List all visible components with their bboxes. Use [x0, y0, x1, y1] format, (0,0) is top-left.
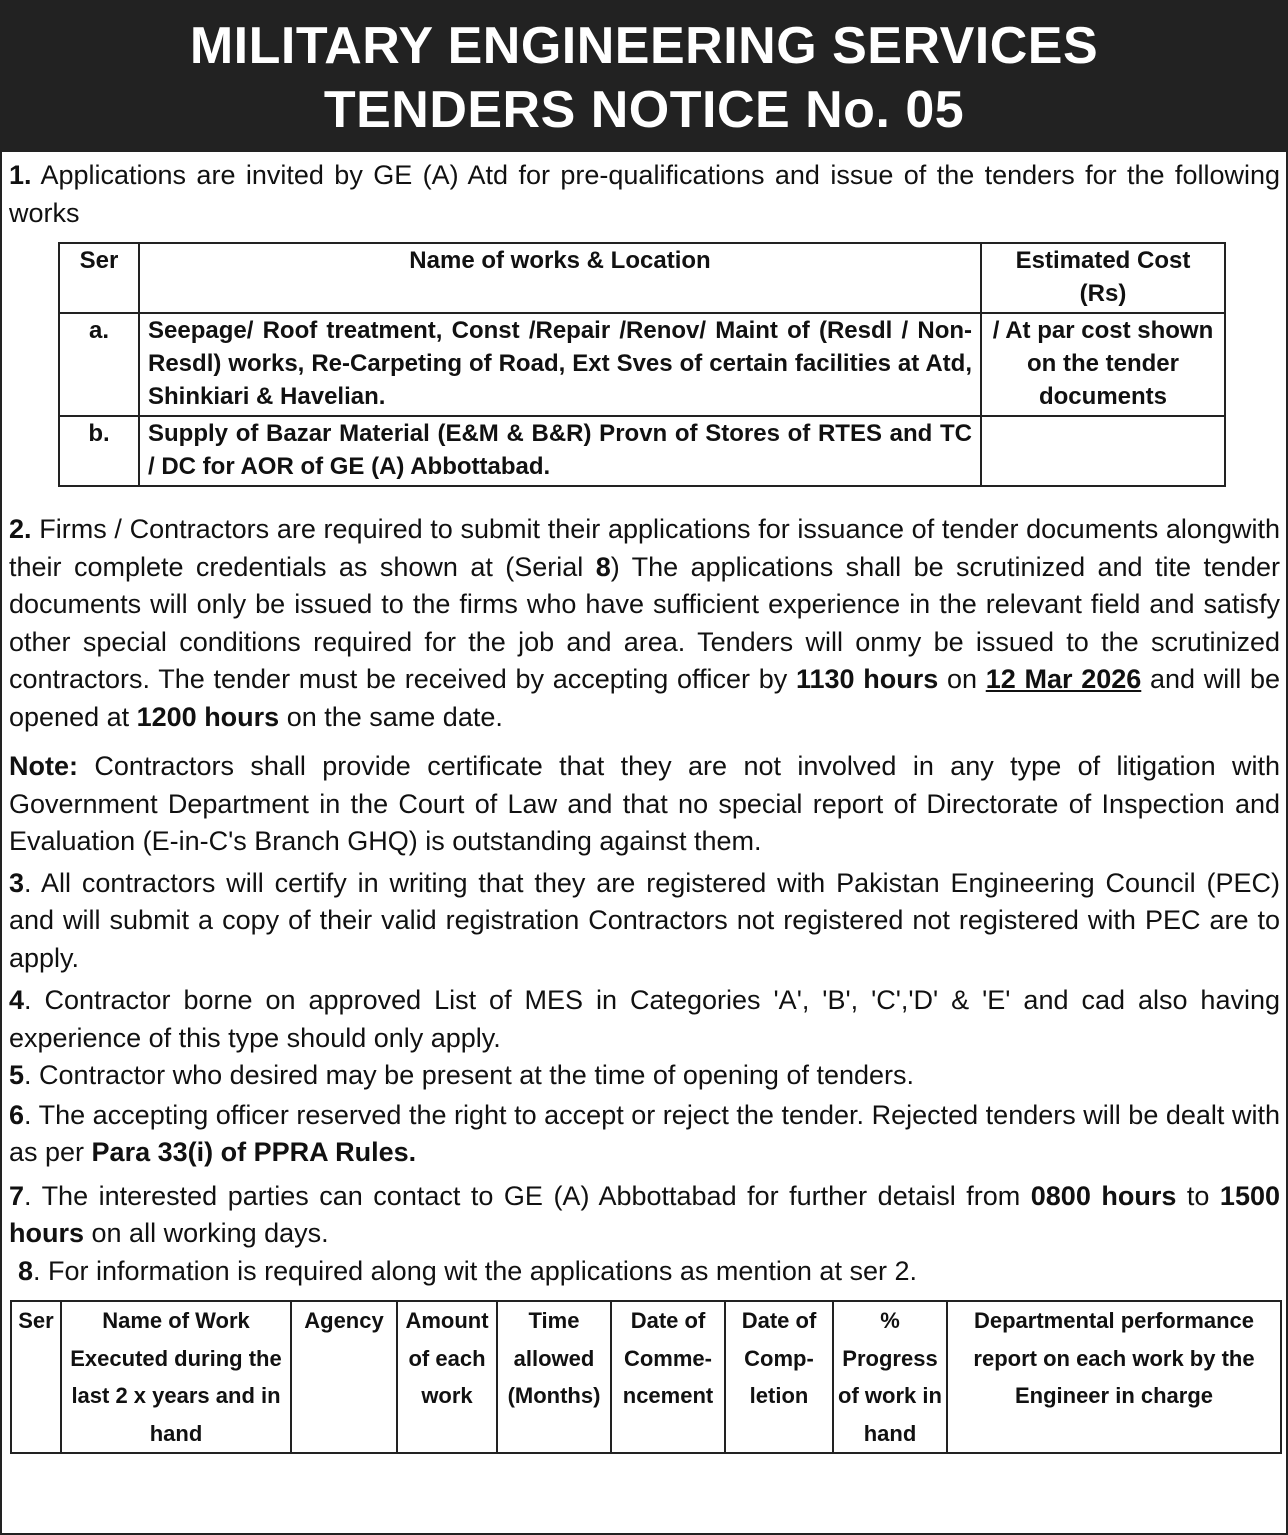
header-time-allowed: Time allowed (Months): [497, 1301, 611, 1453]
header-ser: Ser: [11, 1301, 61, 1453]
paragraph-8: 8. For information is required along wit the applications as mention at ser 2.: [18, 1255, 917, 1286]
row-cost: [981, 416, 1225, 486]
table-header-row: [11, 1301, 1281, 1453]
header-agency: Agency: [291, 1301, 397, 1453]
paragraph-4: 4. Contractor borne on approved List of MES in Categories 'A', 'B', 'C','D' & 'E' and cad also having experience of this type should only apply.: [9, 985, 1280, 1053]
header-name-of-works: Name of works & Location: [139, 243, 981, 313]
header-amount: Amount of each work: [397, 1301, 497, 1453]
ppra-reference: Para 33(i) of PPRA Rules.: [91, 1137, 417, 1167]
table-row: [59, 313, 1225, 416]
table-header-row: [59, 243, 1225, 313]
paragraph-5: 5. Contractor who desired may be present at the time of opening of tenders.: [9, 1060, 915, 1090]
organization-title: MILITARY ENGINEERING SERVICES: [189, 17, 1099, 75]
paragraph-number: 1.: [9, 160, 32, 190]
table-row: [59, 416, 1225, 486]
paragraph-1: [9, 157, 1280, 232]
header-progress: % Progress of work in hand: [833, 1301, 947, 1453]
header-estimated-cost: Estimated Cost (Rs): [981, 243, 1225, 313]
contact-start-time: 0800 hours: [1030, 1180, 1177, 1211]
notice-body: [2, 157, 1286, 1454]
credentials-table: [10, 1300, 1282, 1454]
notice-title: TENDERS NOTICE No. 05: [323, 81, 965, 139]
row-ser: a.: [59, 313, 139, 416]
paragraph-3: 3. All contractors will certify in writing that they are registered with Pakistan Engineering Council (PEC) and will submit a copy of their valid registration Contractors not registered not registered with PEC are to apply.: [9, 867, 1280, 973]
paragraph-number: 2.: [9, 514, 32, 544]
paragraph-number: 7: [9, 1180, 25, 1211]
submission-date: 12 Mar 2026: [985, 664, 1142, 694]
row-ser: b.: [59, 416, 139, 486]
header-performance-report: Departmental performance report on each work by the Engineer in charge: [947, 1301, 1281, 1453]
paragraph-text: Applications are invited by GE (A) Atd for pre-qualifications and issue of the tenders for the following works: [9, 160, 1280, 228]
contact-end-time: 1500 hours: [9, 1180, 1280, 1248]
paragraph-7: 7. The interested parties can contact to GE (A) Abbottabad for further detaisl from 0800 hours to 1500 hours on all working days.: [9, 1180, 1280, 1248]
paragraph-number: 5: [9, 1060, 25, 1090]
paragraph-6: 6. The accepting officer reserved the right to accept or reject the tender. Rejected tenders will be dealt with as per Para 33(i) of PPRA Rules.: [9, 1099, 1280, 1167]
row-work-name: Seepage/ Roof treatment, Const /Repair /Renov/ Maint of (Resdl / Non-Resdl) works, Re-Carpeting of Road, Ext Sves of certain facilities at Atd, Shinkiari & Havelian.: [139, 313, 981, 416]
notice-header: [2, 2, 1286, 152]
paragraph-number: 8: [18, 1255, 34, 1286]
header-date-of-commencement: Date of Comme-ncement: [611, 1301, 725, 1453]
header-date-of-completion: Date of Comp-letion: [725, 1301, 833, 1453]
paragraph-number: 3: [9, 867, 25, 898]
paragraph-number: 6: [9, 1099, 25, 1130]
note-label: Note:: [9, 751, 78, 781]
header-ser: Ser: [59, 243, 139, 313]
paragraph-number: 4: [9, 985, 25, 1015]
header-name-of-work: Name of Work Executed during the last 2 x years and in hand: [61, 1301, 291, 1453]
submission-time: 1130 hours: [796, 664, 939, 694]
note-paragraph: Note: Contractors shall provide certificate that they are not involved in any type of litigation with Government Department in the Court of Law and that no special report of Directorate of Inspection and Evaluation (E-in-C's Branch GHQ) is outstanding against them.: [9, 751, 1280, 856]
row-work-name: Supply of Bazar Material (E&M & B&R) Provn of Stores of RTES and TC / DC for AOR of GE (A) Abbottabad.: [139, 416, 981, 486]
row-cost: / At par cost shown on the tender documents: [981, 313, 1225, 416]
works-table: [58, 242, 1226, 487]
opening-time: 1200 hours: [136, 701, 280, 732]
serial-reference: 8: [595, 551, 611, 582]
paragraph-2: 2. Firms / Contractors are required to submit their applications for issuance of tender documents alongwith their complete credentials as shown at (Serial 8) The applications shall be scrutinized and tite tender documents will only be issued to the firms who have sufficient experience in the relevant field and satisfy other special conditions required for the job and area. Tenders will onmy be issued to the scrutinized contractors. The tender must be received by accepting officer by 1130 hours on 12 Mar 2026 and will be opened at 1200 hours on the same date.: [9, 514, 1280, 732]
